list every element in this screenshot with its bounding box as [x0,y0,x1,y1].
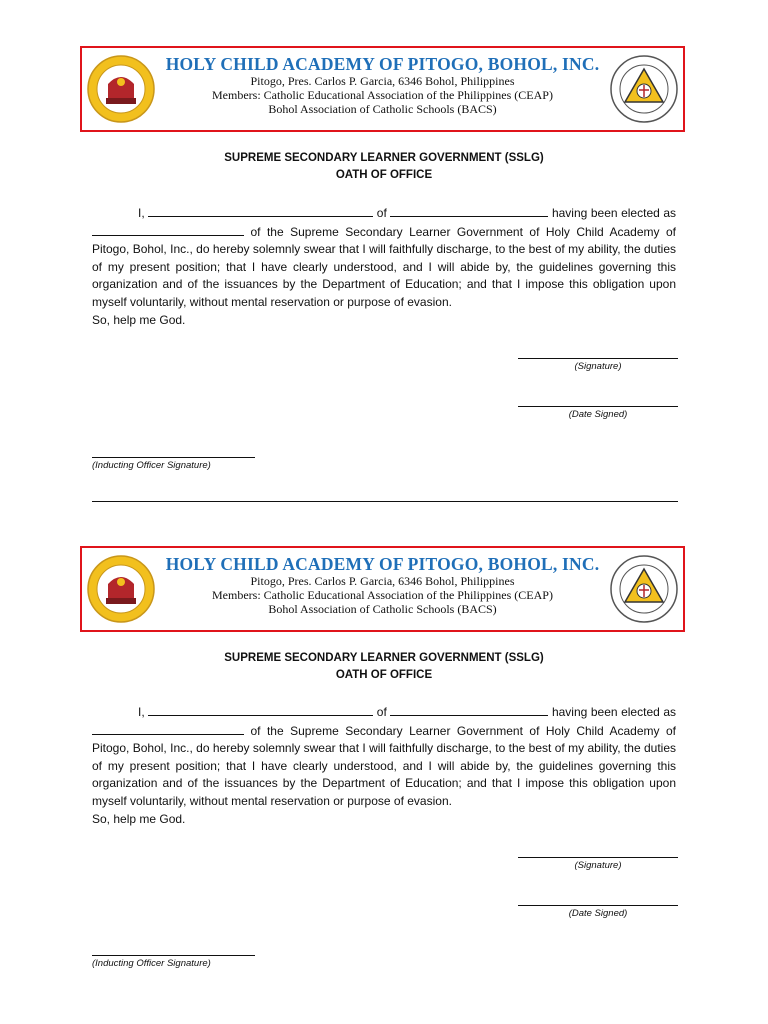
oath-text [92,204,676,329]
inducting-officer-label: (Inducting Officer Signature) [92,460,211,471]
position-blank[interactable] [92,223,244,236]
oath-closing: So, help me God. [92,312,186,327]
letterhead-text [162,54,603,116]
oath-closing: So, help me God. [92,811,186,826]
date-signed-line[interactable] [518,905,678,906]
position-blank[interactable] [92,722,244,735]
school-association: Bohol Association of Catholic Schools (BACS) [268,102,497,116]
school-name: HOLY CHILD ACADEMY OF PITOGO, BOHOL, INC. [165,54,600,74]
bacs-seal-icon [609,54,679,124]
date-signed-line[interactable] [518,406,678,407]
form-subtitle: OATH OF OFFICE [335,169,433,181]
signature-line[interactable] [518,358,678,359]
letterhead [80,46,685,132]
cut-line-divider [92,501,678,502]
oath-of: of [376,705,387,719]
school-membership: Members: Catholic Educational Association of the Philippines (CEAP) [212,88,553,102]
signature-line[interactable] [518,857,678,858]
signature-label: (Signature) [574,860,622,871]
school-address: Pitogo, Pres. Carlos P. Garcia, 6346 Bohol, Philippines [250,74,515,88]
school-address: Pitogo, Pres. Carlos P. Garcia, 6346 Bohol, Philippines [250,574,515,588]
oath-body: of the Supreme Secondary Learner Government of Holy Child Academy of Pitogo, Bohol, Inc., do hereby solemnly swear that I will faithfully discharge, to the best of my ability, the duties of my present position; that I have clearly understood, and I will abide by, the guidelines governing this organization and of the issuances by the Department of Education; and that I impose this obligation upon myself voluntarily, without mental reservation or purpose of evasion. [92,723,676,808]
form-subtitle: OATH OF OFFICE [335,669,433,681]
form-heading [0,650,768,684]
oath-elected: having been elected as [551,705,677,719]
school-association: Bohol Association of Catholic Schools (BACS) [268,602,497,616]
school-name: HOLY CHILD ACADEMY OF PITOGO, BOHOL, INC. [165,554,600,574]
signature-label: (Signature) [574,361,622,372]
name-blank[interactable] [148,703,373,716]
form-heading [0,150,768,184]
form-title: SUPREME SECONDARY LEARNER GOVERNMENT (SSLG) [224,652,544,664]
school-seal-icon [86,554,156,624]
grade-section-blank[interactable] [390,204,548,217]
school-seal-icon [86,54,156,124]
school-membership: Members: Catholic Educational Association of the Philippines (CEAP) [212,588,553,602]
inducting-officer-line[interactable] [92,457,255,458]
oath-body: of the Supreme Secondary Learner Government of Holy Child Academy of Pitogo, Bohol, Inc., do hereby solemnly swear that I will faithfully discharge, to the best of my ability, the duties of my present position; that I have clearly understood, and I will abide by, the guidelines governing this organization and of the issuances by the Department of Education; and that I impose this obligation upon myself voluntarily, without mental reservation or purpose of evasion. [92,224,676,309]
oath-text [92,703,676,828]
date-signed-label: (Date Signed) [568,908,628,919]
form-title: SUPREME SECONDARY LEARNER GOVERNMENT (SSLG) [224,152,544,164]
letterhead-text [162,554,603,616]
inducting-officer-label: (Inducting Officer Signature) [92,958,211,969]
oath-of: of [376,206,387,220]
oath-elected: having been elected as [551,206,677,220]
oath-i: I, [138,705,145,719]
letterhead [80,546,685,632]
grade-section-blank[interactable] [390,703,548,716]
name-blank[interactable] [148,204,373,217]
inducting-officer-line[interactable] [92,955,255,956]
date-signed-label: (Date Signed) [568,409,628,420]
oath-i: I, [138,206,145,220]
bacs-seal-icon [609,554,679,624]
